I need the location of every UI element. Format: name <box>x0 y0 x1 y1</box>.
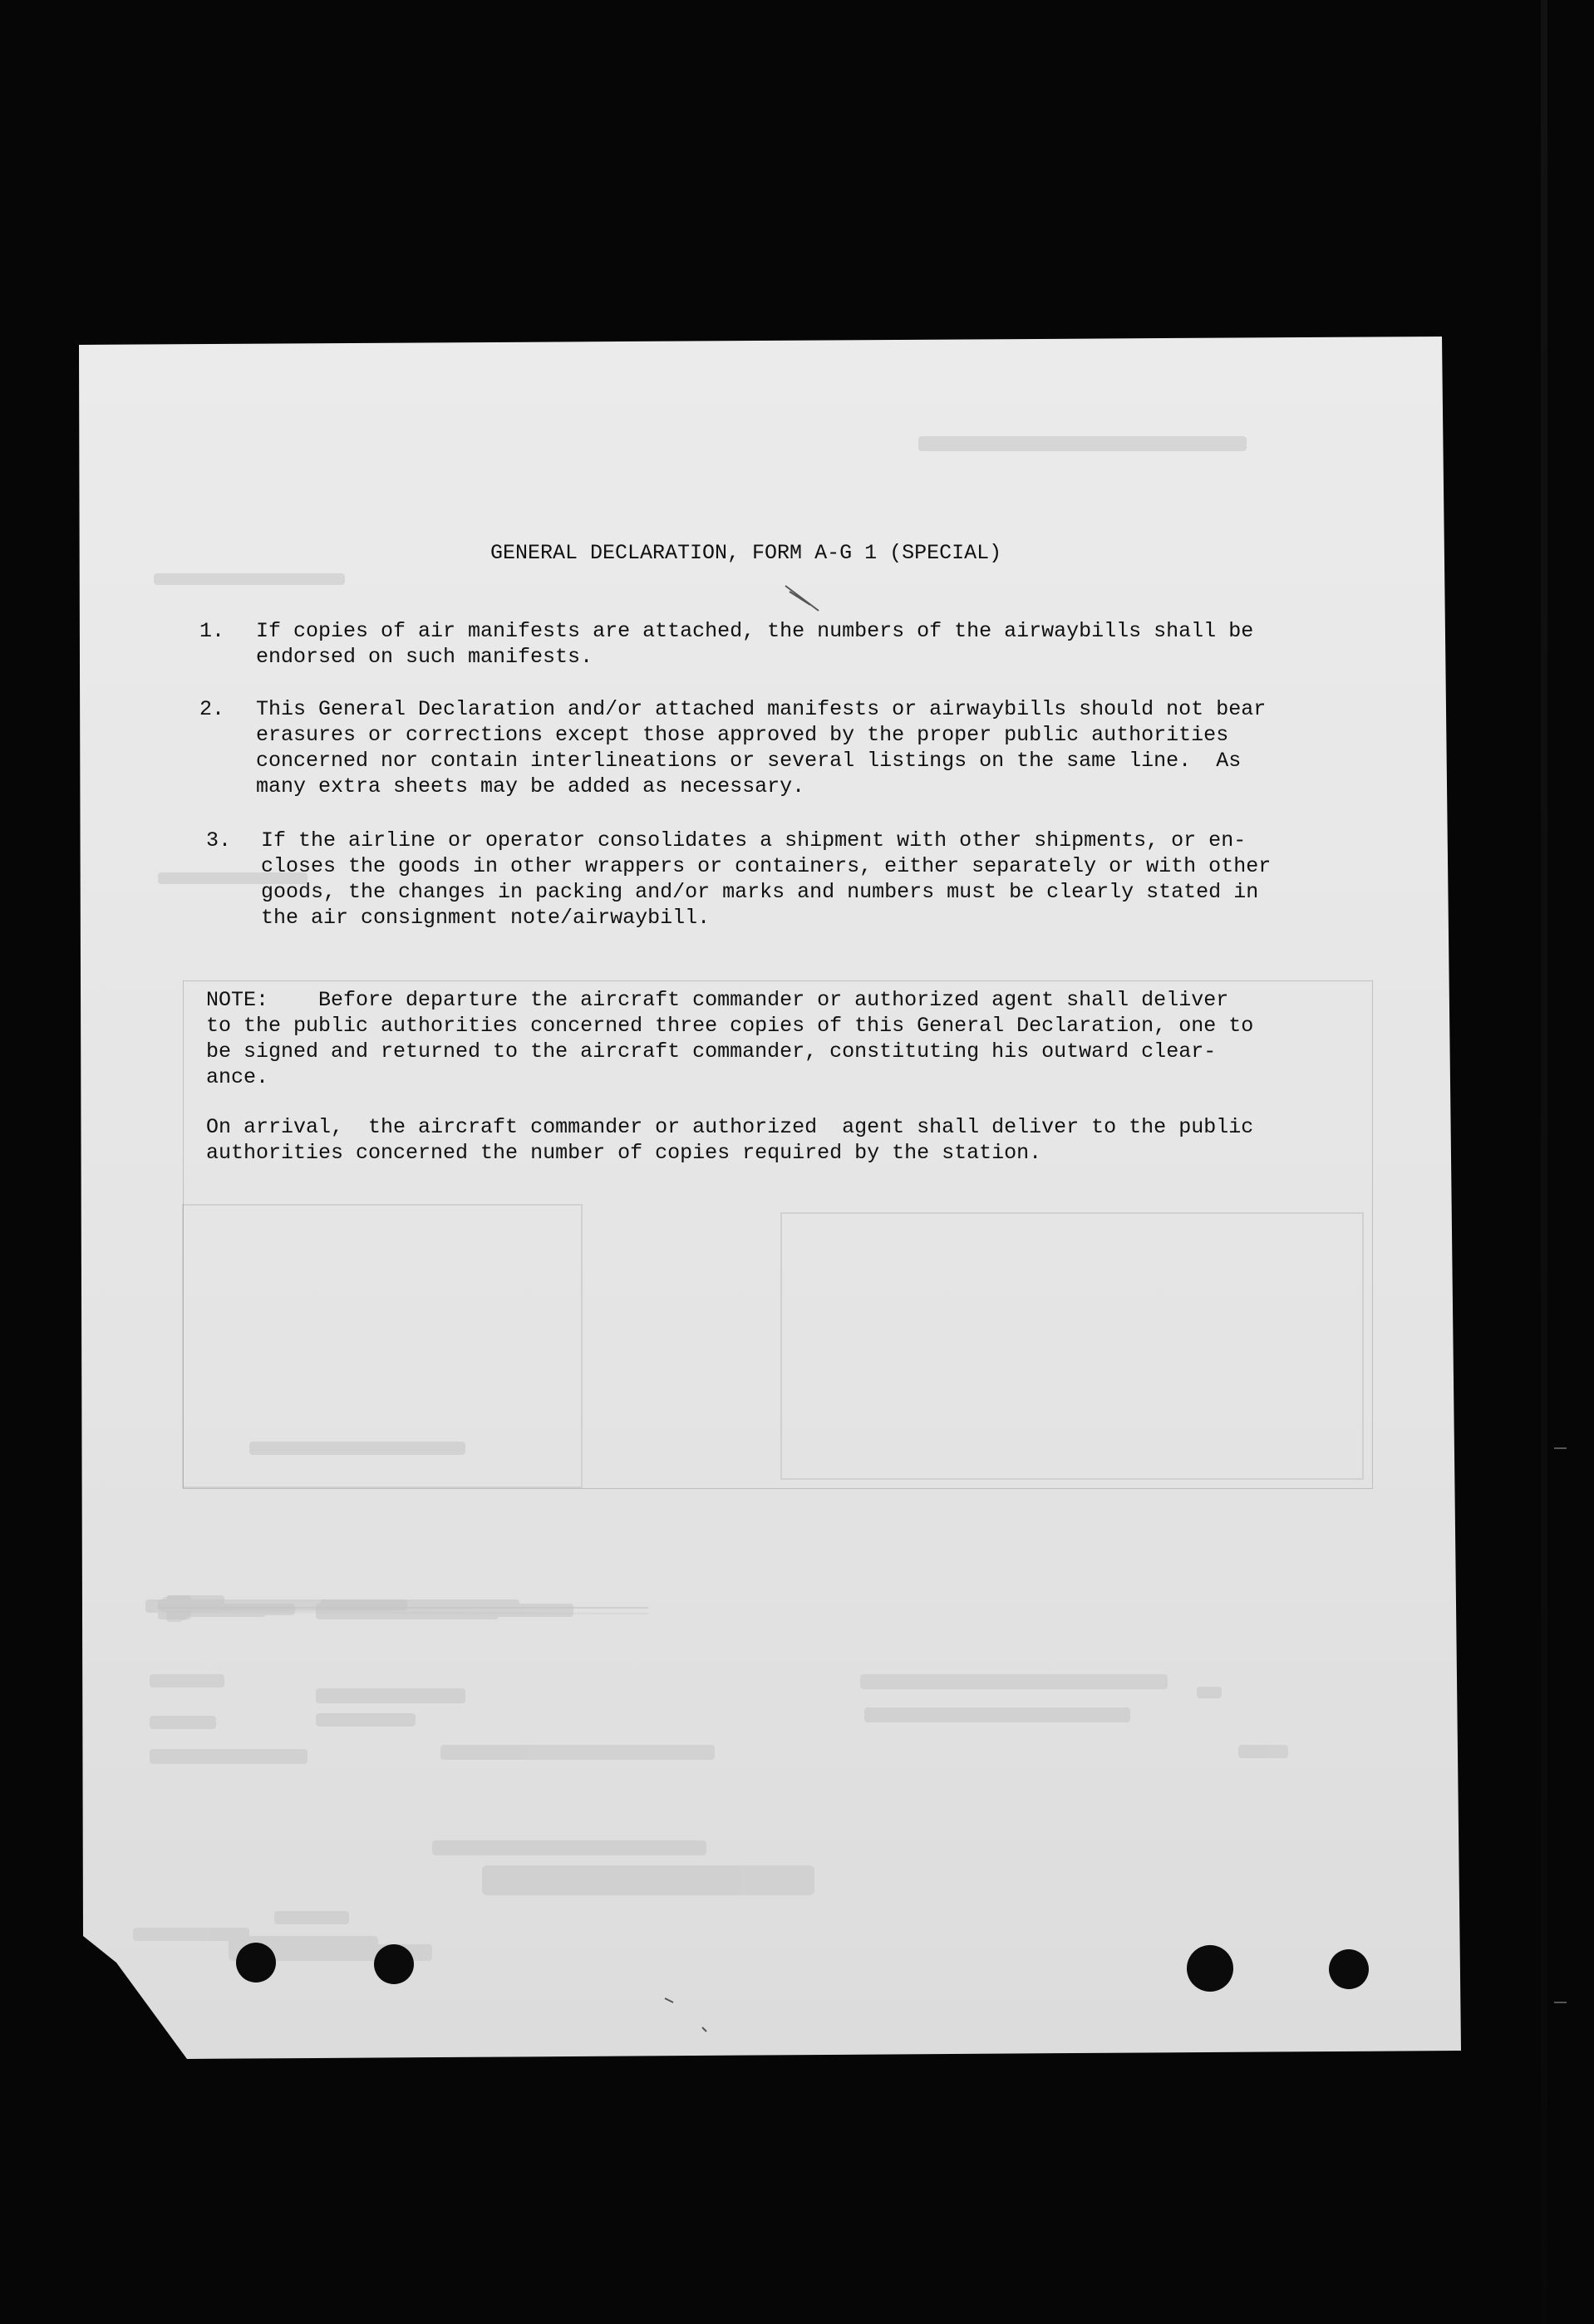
item-line: endorsed on such manifests. <box>256 645 593 669</box>
item-number: 3. <box>206 828 232 852</box>
item-text <box>261 828 1341 931</box>
film-edge <box>1541 0 1547 2324</box>
item-line: erasures or corrections except those approved by the proper public authorities <box>256 723 1229 747</box>
item-line: This General Declaration and/or attached manifests or airwaybills should not bear <box>256 697 1267 721</box>
item-line: the air consignment note/airwaybill. <box>261 906 711 930</box>
punch-hole <box>374 1944 414 1984</box>
item-text <box>256 696 1336 799</box>
paragraph-gap <box>206 1090 1353 1114</box>
note-line: to the public authorities concerned three copies of this General Declaration, one to <box>206 1014 1254 1038</box>
punch-hole <box>236 1943 276 1983</box>
item-line: concerned nor contain interlineations or several listings on the same line. As <box>256 749 1242 773</box>
item-text <box>256 618 1336 670</box>
item-number: 1. <box>199 619 225 643</box>
item-number: 2. <box>199 697 225 721</box>
note-paragraph-arrival <box>206 1114 1353 1166</box>
note-line: be signed and returned to the aircraft commander, constituting his outward clear- <box>206 1039 1217 1064</box>
note-line: On arrival, the aircraft commander or authorized agent shall deliver to the public <box>206 1115 1254 1139</box>
note-line: authorities concerned the number of copies required by the station. <box>206 1141 1042 1165</box>
item-line: closes the goods in other wrappers or containers, either separately or with other <box>261 854 1272 878</box>
punch-hole <box>1329 1949 1369 1989</box>
item-line: If copies of air manifests are attached, the numbers of the airwaybills shall be <box>256 619 1254 643</box>
item-line: If the airline or operator consolidates a shipment with other shipments, or en- <box>261 828 1247 852</box>
item-line: many extra sheets may be added as necessary. <box>256 774 805 798</box>
note-paragraph-departure <box>206 987 1353 1090</box>
note-line: ance. <box>206 1065 269 1089</box>
item-line: goods, the changes in packing and/or marks and numbers must be clearly stated in <box>261 880 1259 904</box>
document-title: GENERAL DECLARATION, FORM A-G 1 (SPECIAL) <box>490 541 1002 565</box>
note-section <box>206 987 1353 1166</box>
punch-hole <box>1187 1945 1233 1992</box>
note-line: NOTE: Before departure the aircraft commander or authorized agent shall deliver <box>206 988 1229 1012</box>
